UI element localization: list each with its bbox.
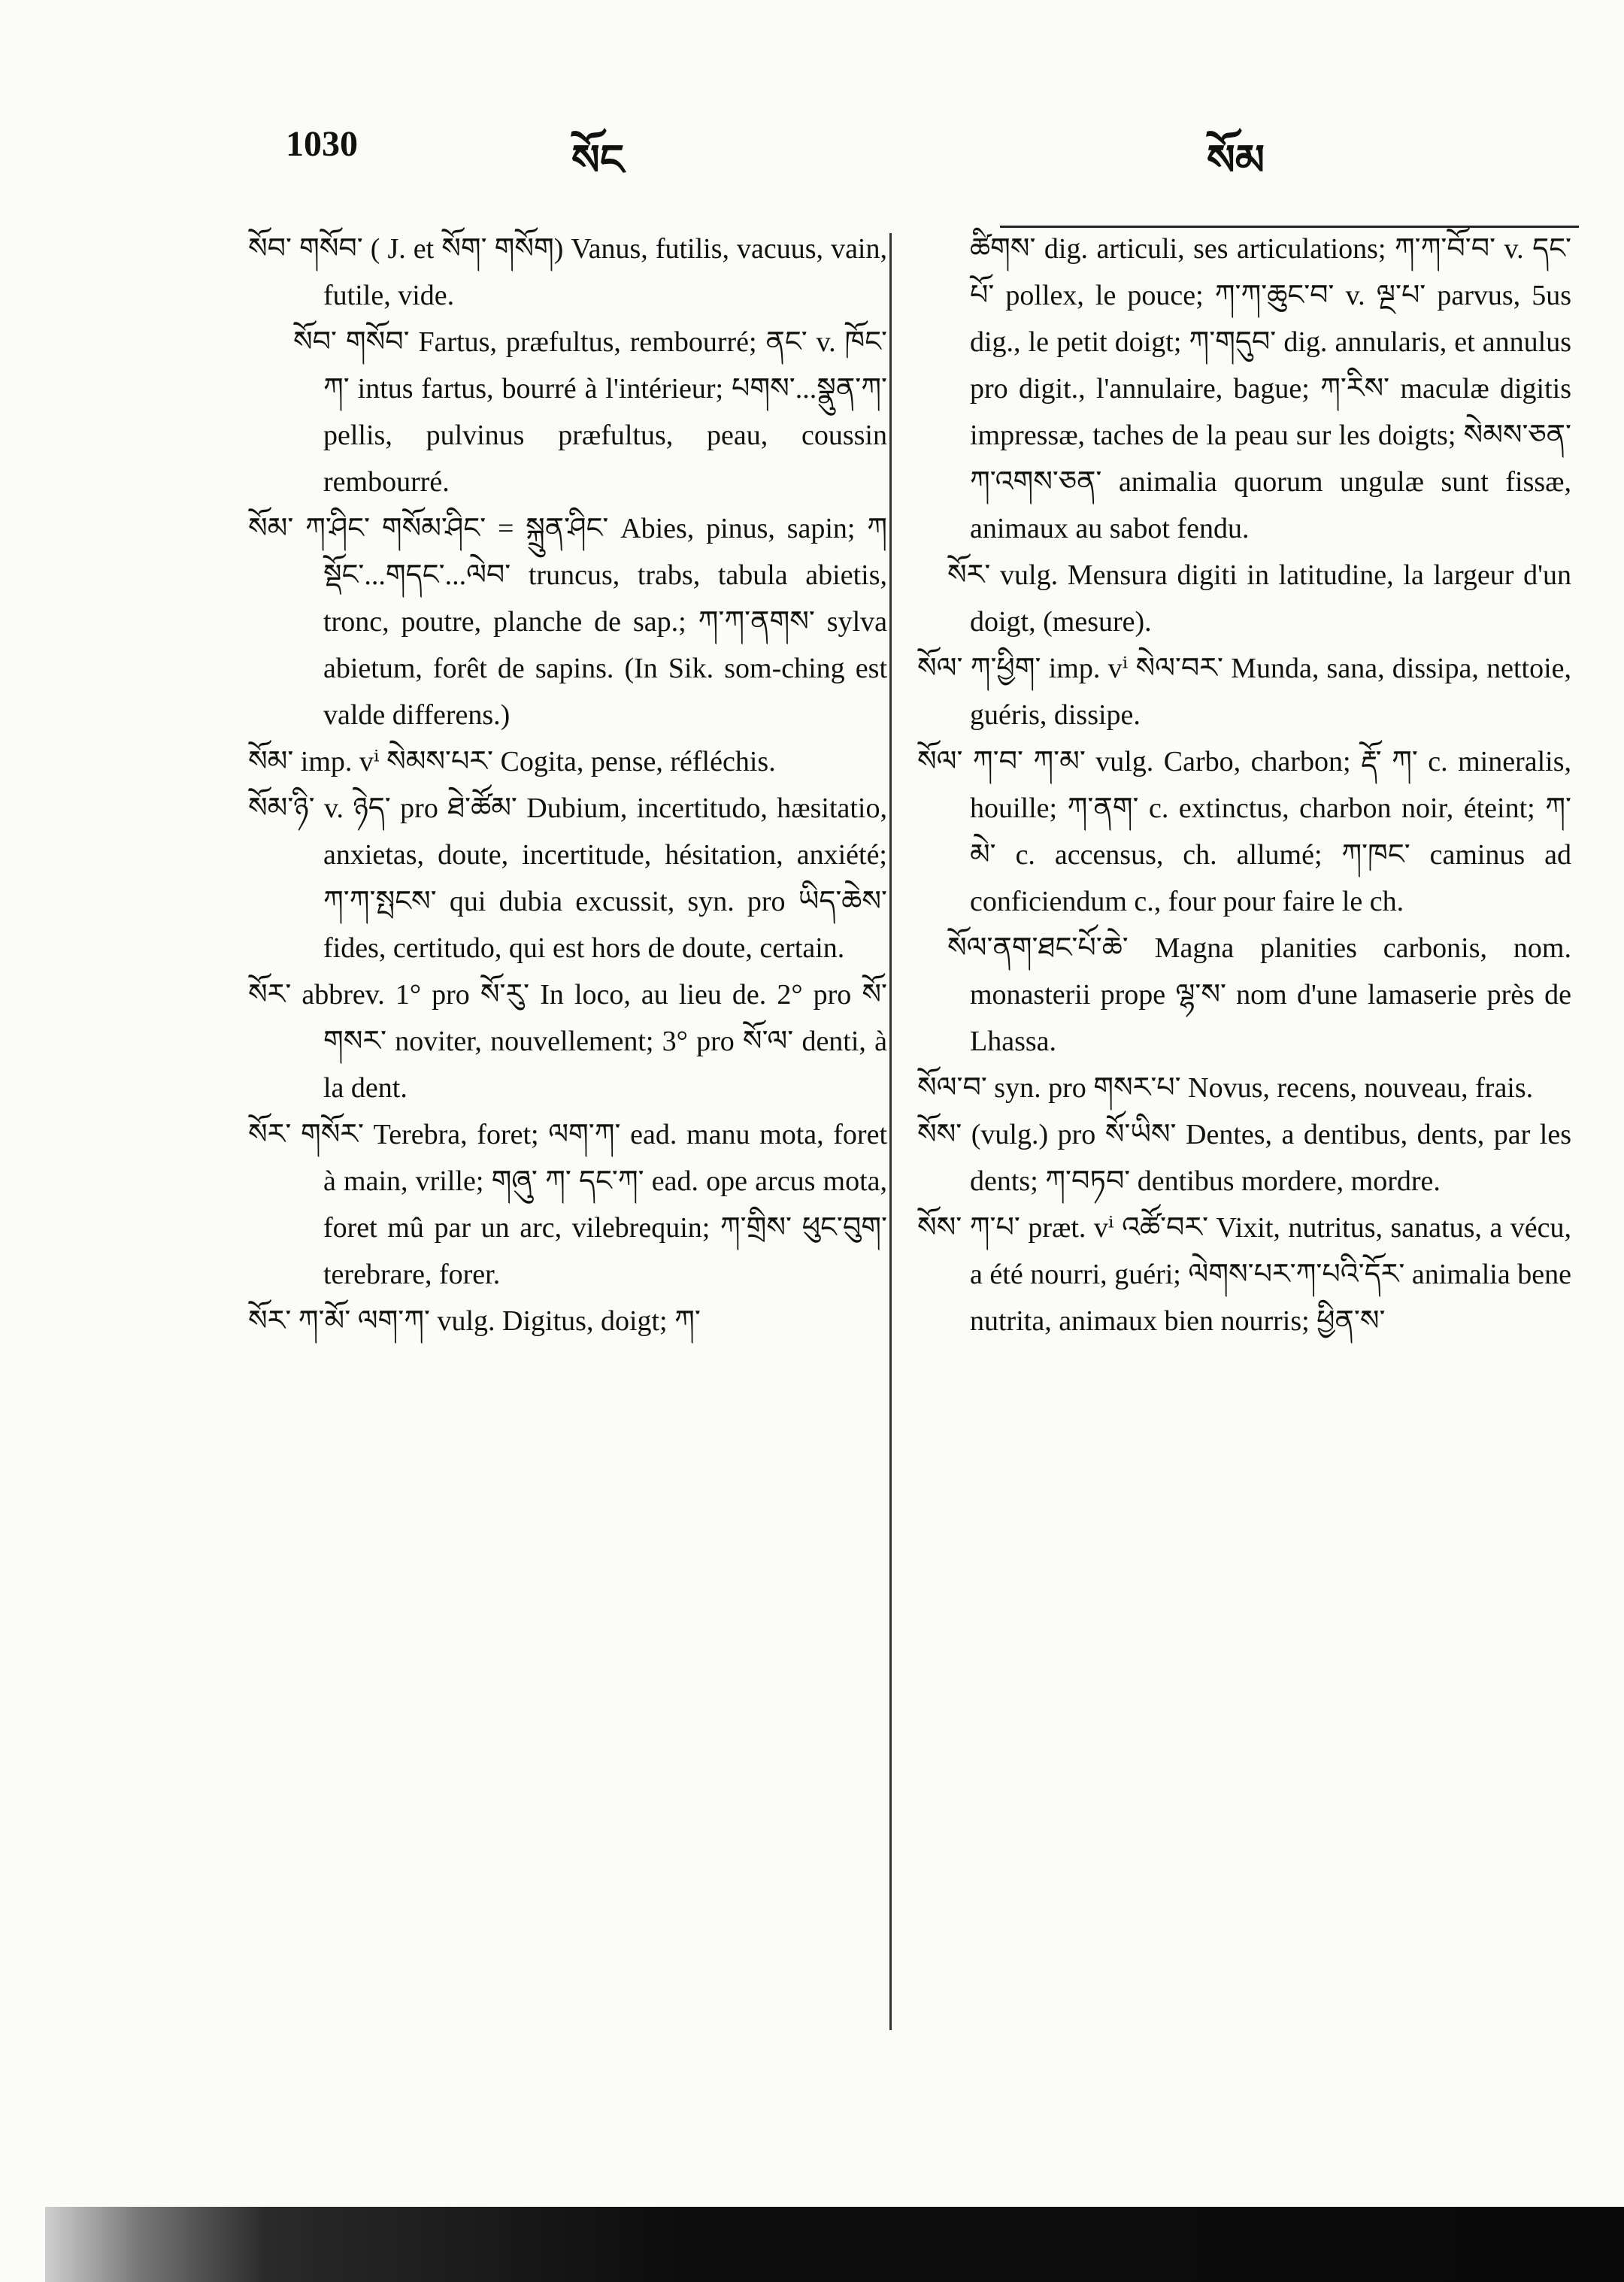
dictionary-subentry: སོབ་ གསོབ་ Fartus, præfultus, rembourré; ནང་ v. ཁོང་ཀ་ intus fartus, bourré à l'intérieur; པགས་...སྣུན་ཀ་ pellis, pulvinus præfultus, peau, coussin rembourré. [293,326,887,498]
dictionary-entry: སོར་ abbrev. 1° pro སོ་རུ་ In loco, au lieu de. 2° pro སོ་ གསར་ noviter, nouvellement; 3° pro སོ་ལ་ denti, à la dent. [248,979,887,1104]
dictionary-entry: སོས་ ཀ་པ་ præt. vⁱ འཚོ་བར་ Vixit, nutritus, sanatus, a vécu, a été nourri, guéri; ལེགས་པར་ཀ་པའི་དོར་ animalia bene nutrita, animaux bien nourris; ཕྱིན་ས་ [917,1212,1571,1337]
dictionary-entry-continued: ཚིགས་ dig. articuli, ses articulations; ཀ་ཀ་བོ་བ་ v. དང་པོ་ pollex, le pouce; ཀ་ཀ་ཆུང་བ་ v. ལྔ་པ་ parvus, 5us dig., le petit doigt; ཀ་གདུབ་ dig. annularis, et annulus pro digit., l'annulaire, bague; ཀ་རིས་ maculæ digitis impressæ, taches de la peau sur les doigts; སེམས་ཅན་ ཀ་འགས་ཅན་ animalia quorum ungulæ sunt fissæ, animaux au sabot fendu. [970,233,1571,544]
left-column [248,226,887,1344]
dictionary-entry: སོལ་ ཀ་ཕྱིག་ imp. vⁱ སེལ་བར་ Munda, sana, dissipa, nettoie, guéris, dissipe. [917,653,1571,731]
guide-word-left: སོང [571,138,625,184]
dictionary-entry: སོལ་ ཀ་བ་ ཀ་མ་ vulg. Carbo, charbon; རྡོ་ ཀ་ c. mineralis, houille; ཀ་ནག་ c. extinctus, charbon noir, éteint; ཀ་མེ་ c. accensus, ch. allumé; ཀ་ཁང་ caminus ad conficiendum c., four pour faire le ch. [917,746,1571,917]
scan-edge-band [45,2207,1624,2282]
page-number: 1030 [286,124,358,164]
dictionary-entry: སོལ་བ་ syn. pro གསར་པ་ Novus, recens, nouveau, frais. [917,1072,1534,1104]
dictionary-entry: སོམ་ ཀ་ཤིང་ གསོམ་ཤིང་ = སྐྲུན་ཤིང་ Abies, pinus, sapin; ཀ སྡོང་...གདང་...ལེབ་ truncus, trabs, tabula abietis, tronc, poutre, planche de sap.; ཀ་ཀ་ནགས་ sylva abietum, forêt de sapins. (In Sik. som-ching est valde differens.) [248,513,887,731]
dictionary-entry: སོབ་ གསོབ་ ( J. et སོག་ གསོག) Vanus, futilis, vacuus, vain, futile, vide. [248,233,887,311]
dictionary-entry: སོར་ ཀ་མོ་ ལག་ཀ་ vulg. Digitus, doigt; ཀ་ [248,1305,701,1337]
dictionary-entry: སོར་ གསོར་ Terebra, foret; ལག་ཀ་ ead. manu mota, foret à main, vrille; གཞུ་ ཀ་ དང་ཀ་ ead. ope arcus mota, foret mû par un arc, vilebrequin; ཀ་གྲིས་ ཕུང་བུག་ terebrare, forer. [248,1119,887,1290]
column-divider [889,233,892,2030]
dictionary-entry: སོས་ (vulg.) pro སོ་ཡིས་ Dentes, a dentibus, dents, par les dents; ཀ་བཏབ་ dentibus mordere, mordre. [917,1119,1571,1197]
dictionary-subentry: སོར་ vulg. Mensura digiti in latitudine, la largeur d'un doigt, (mesure). [947,559,1571,638]
page-header [0,113,1624,184]
dictionary-subentry: སོལ་ནག་ཐང་པོ་ཆེ་ Magna planities carbonis, nom. monasterii prope ལྷ་ས་ nom d'une lamaserie près de Lhassa. [947,932,1571,1057]
dictionary-entry: སོམ་ imp. vⁱ སེམས་པར་ Cogita, pense, réfléchis. [248,746,776,777]
right-column [917,226,1571,1344]
guide-word-right: སོམ [1207,138,1265,184]
dictionary-entry: སོམ་ཉི་ v. ཉེད་ pro ཐེ་ཚོམ་ Dubium, incertitudo, hæsitatio, anxietas, doute, incertitude, hésitation, anxiété; ཀ་ཀ་སྤངས་ qui dubia excussit, syn. pro ཡིད་ཆེས་ fides, certitudo, qui est hors de doute, certain. [248,792,887,964]
